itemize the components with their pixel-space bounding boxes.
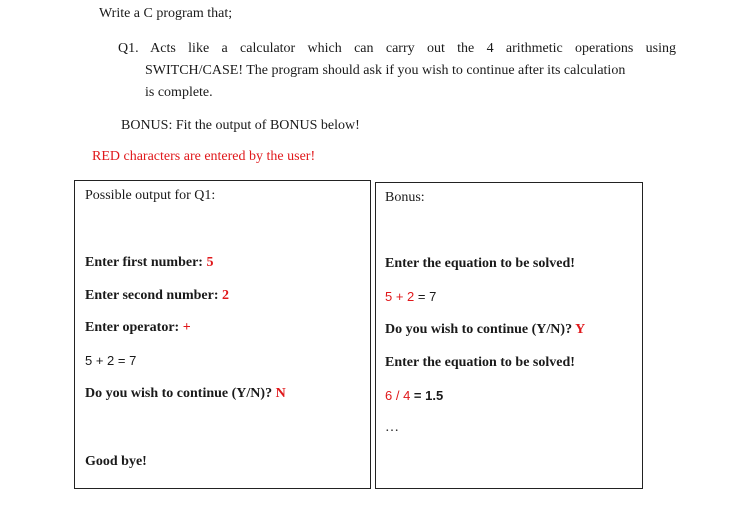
- second-number-input: 2: [222, 288, 230, 303]
- continue-prompt: Do you wish to continue (Y/N)?: [85, 386, 273, 401]
- equation-prompt-1: Enter the equation to be solved!: [385, 256, 575, 271]
- question-1-line-3: is complete.: [145, 85, 213, 100]
- first-number-line: [85, 254, 213, 272]
- equation-line-2: [385, 387, 443, 405]
- first-number-prompt: Enter first number:: [85, 255, 203, 270]
- operator-line: [85, 319, 191, 337]
- equation-input-1: 5 + 2: [385, 289, 415, 304]
- bonus-continue-line: [385, 321, 585, 339]
- calculation-result: 5 + 2 = 7: [85, 353, 137, 368]
- bonus-title: Bonus:: [385, 190, 425, 205]
- q1-output-box: [74, 180, 371, 489]
- bonus-instruction: BONUS: Fit the output of BONUS below!: [121, 118, 360, 133]
- equation-input-2: 6 / 4: [385, 388, 411, 403]
- second-number-prompt: Enter second number:: [85, 288, 219, 303]
- question-1-line-1: Q1. Acts like a calculator which can carry out the 4 arithmetic operations using: [118, 41, 676, 56]
- red-characters-note: RED characters are entered by the user!: [92, 149, 316, 164]
- equation-line-1: [385, 288, 436, 306]
- question-1-line-2: SWITCH/CASE! The program should ask if you wish to continue after its calculation: [145, 63, 626, 78]
- q1-output-title: Possible output for Q1:: [85, 188, 216, 203]
- continue-line: [85, 385, 286, 403]
- operator-input: +: [182, 320, 191, 335]
- continuation-ellipsis: …: [385, 420, 399, 435]
- operator-prompt: Enter operator:: [85, 320, 180, 335]
- question-1: [118, 38, 676, 104]
- intro-text: Write a C program that;: [99, 6, 233, 21]
- first-number-input: 5: [206, 255, 214, 270]
- goodbye-text: Good bye!: [85, 454, 147, 469]
- equation-result-2: = 1.5: [413, 388, 444, 403]
- second-number-line: [85, 287, 229, 305]
- bonus-continue-input: Y: [575, 322, 586, 337]
- equation-prompt-2: Enter the equation to be solved!: [385, 355, 575, 370]
- continue-input: N: [275, 386, 286, 401]
- equation-result-1: = 7: [417, 289, 437, 304]
- bonus-output-box: [375, 182, 643, 489]
- bonus-continue-prompt: Do you wish to continue (Y/N)?: [385, 322, 573, 337]
